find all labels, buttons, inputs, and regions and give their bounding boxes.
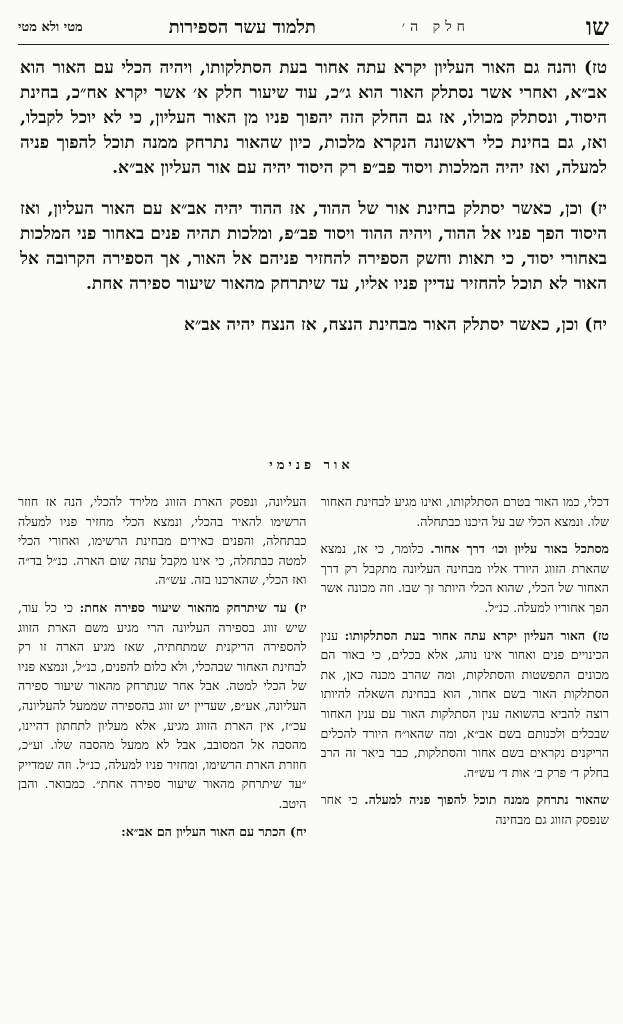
commentary-title: אור פנימי xyxy=(269,458,354,473)
commentary-paragraph xyxy=(321,539,610,617)
main-text xyxy=(20,56,607,354)
commentary-column-right xyxy=(321,492,610,1016)
section-title: מטי ולא מטי xyxy=(18,20,83,35)
commentary-lead: שהאור נתרחק ממנה תוכל להפוך פניה למעלה. xyxy=(364,792,609,808)
page-number: שו xyxy=(585,12,609,41)
part-label: חלק ה׳ xyxy=(401,18,470,35)
commentary-text: כי כל עוד, שיש זווג בספירה העליונה הרי מגיע משם הארת הזווג להספירה הריקנית שמתחתיה, שאז מגיע הארה זו רק לבחינת האחור שבהכלי, ולא כלום להפנים, כנ״ל, ונמצא פניו של הכלי למטה. אבל אחר שנתרחק מהאור שיעור ספירה העליונה, אע״פ, שעדיין יש זווג בהספירה שממעל להעליונה, עכ״ז, אין הארת הזווג מגיע, אלא מעליון לתחתון דהיינו, מהסבה אל המסובב, אבל לא ממעל מהסבה שלו. וע״כ, חוזרת הארת הרשימו, ומחזיר פניו למעלה, כנ״ל. וזה שמדייק ״עד שיתרחק מהאור שיעור ספירה אחת״. כמבואר. והבן היטב. xyxy=(18,599,307,811)
commentary-text: כלומר, כי אז, נמצא שהארת הזווג היורד אליו מבחינה העליונה מתקבל רק דרך האחור של הכלי, שהוא הכלי היותר זך שבו. וזה מכונה אשר הפך אחוריו למעלה. כנ״ל. xyxy=(320,541,609,615)
commentary-paragraph xyxy=(321,492,610,531)
commentary-columns xyxy=(18,492,609,1016)
commentary-text: דכלי, כמו האור בטרם הסתלקותו, ואינו מגיע לבחינת האחור שלו. ונמצא הכלי שב על היכנו כבתחלה. xyxy=(320,494,609,529)
commentary-paragraph xyxy=(18,492,307,590)
commentary-lead: יז) עד שיתרחק מהאור שיעור ספירה אחת: xyxy=(79,599,307,615)
main-paragraph: יז) וכן, כאשר יסתלק בחינת אור של ההוד, אז ההוד יהיה אב״א עם האור העליון, ואז היסוד הפך פניו אל ההוד, ויהיה ההוד ויסוד פב״פ, ומלכות תהיה פנים באחור פני המלכות באחורי יסוד, כי תאות וחשק הספירה להחזיר פניהם אל האור, אך הספירה הקרובה אל האור לא תוכל להחזיר עדיין פניו אליו, עד שיתרחק מהאור שיעור ספירה אחת. xyxy=(20,199,607,294)
commentary-text: ענין הכינויים פנים ואחור אינו נוהג, אלא בכלים, כי באור הם מכונים התפשטות והסתלקות, ומה שהרב מכנה כאן, את הסתלקות האור בשם אחור, הוא בבחינת השאלה להיותו רוצה להביא בהשואה ענין הסתלקות האור עם ענין האחור שבכלים ולכנותם בשם אב״א, ומה שהאו״ח היורד להכלים הריקנים נקראים בשם אחור והסתלקות, כבר ביאר זה הרב בחלק ד׳ פרק ב׳ אות ד׳ עש״ה. xyxy=(320,627,609,780)
commentary-lead: יח) הכתר עם האור העליון הם אב״א: xyxy=(121,823,307,839)
main-paragraph: יח) וכן, כאשר יסתלק האור מבחינת הנצח, אז הנצח יהיה אב״א xyxy=(184,315,607,335)
commentary-paragraph xyxy=(321,790,610,829)
commentary-column-left xyxy=(18,492,307,1016)
main-paragraph: טז) והנה גם האור העליון יקרא עתה אחור בעת הסתלקותו, ויהיה הכלי עם האור הוא אב״א, ואחרי אשר נסתלק האור הוא ג״כ, עוד שיעור חלק א׳ אשר יקרא אח״כ, בחינת היסוד, ונסתלק מכולו, אז גם החלק הזה יהפוך פניו מן האור העליון, כי לא יוכל לקבלו, ואז, גם בחינת כלי ראשונה הנקרא מלכות, כיון שהאור נתרחק ממנה תוכל להפוך פניה למעלה, ואז יהיה המלכות ויסוד פב״פ רק היסוד יהיה עם אור העליון אב״א. xyxy=(20,58,607,178)
book-title: תלמוד עשר הספירות xyxy=(168,16,316,38)
commentary-paragraph xyxy=(18,822,307,842)
commentary-text: כי אחר שנפסק הזווג גם מבחינה xyxy=(320,792,609,827)
commentary-lead: טז) האור העליון יקרא עתה אחור בעת הסתלקותו: xyxy=(344,627,609,643)
commentary-paragraph xyxy=(321,626,610,783)
commentary-text: העליונה, ונפסק הארת הזווג מלירד להכלי, הנה אז חוזר הרשימו להאיר בהכלי, ונמצא הכלי מחזיר פניו למעלה כבתחלה, והפנים כאירים מבחינת הרשימו, ואחורי הכלי למטה כבתחלה, כי אינו מקבל עתה שום הארה. כנ״ל בד״ה ואז הכלי, שהארכנו בזה. עש״ה. xyxy=(18,494,307,588)
commentary-paragraph xyxy=(18,598,307,814)
running-header xyxy=(18,10,609,45)
commentary-lead: מסתכל באור עליון וכו׳ דרך אחור. xyxy=(430,541,609,557)
